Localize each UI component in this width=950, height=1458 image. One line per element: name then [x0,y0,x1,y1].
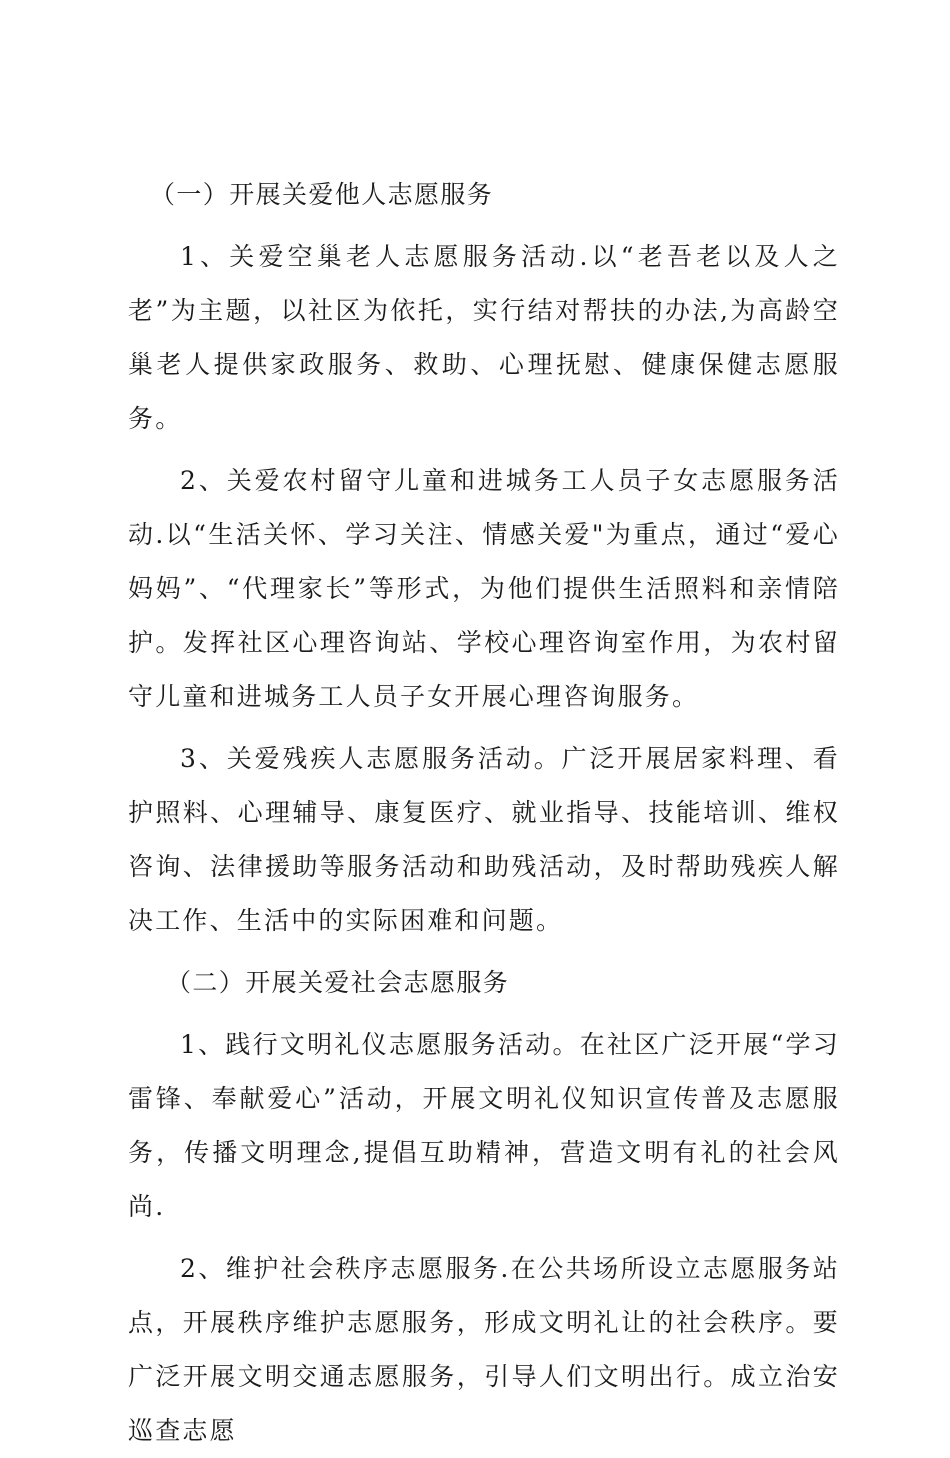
paragraph: 3、关爱残疾人志愿服务活动。广泛开展居家料理、看护照料、心理辅导、康复医疗、就业指导、技能培训、维权咨询、法律援助等服务活动和助残活动，及时帮助残疾人解决工作、生活中的实际困难和问题。 [128,744,840,935]
spacer [128,446,840,454]
paragraph: 1、践行文明礼仪志愿服务活动。在社区广泛开展“学习雷锋、奉献爱心”活动，开展文明礼仪知识宣传普及志愿服务，传播文明理念,提倡互助精神，营造文明有礼的社会风尚. [128,1030,840,1221]
spacer [128,724,840,732]
spacer [128,948,840,956]
section-heading-2: （二）开展关爱社会志愿服务 [166,968,510,997]
document-body [128,168,840,1458]
paragraph: 2、维护社会秩序志愿服务.在公共场所设立志愿服务站点，开展秩序维护志愿服务，形成文明礼让的社会秩序。要广泛开展文明交通志愿服务，引导人们文明出行。成立治安巡查志愿 [128,1254,840,1445]
spacer [128,1234,840,1242]
section-heading-1: （一）开展关爱他人志愿服务 [150,180,494,209]
spacer [128,1010,840,1018]
paragraph: 1、关爱空巢老人志愿服务活动.以“老吾老以及人之老”为主题，以社区为依托，实行结对帮扶的办法,为高龄空巢老人提供家政服务、救助、心理抚慰、健康保健志愿服务。 [128,242,840,433]
paragraph: 2、关爱农村留守儿童和进城务工人员子女志愿服务活动.以“生活关怀、学习关注、情感关爱"为重点，通过“爱心妈妈”、“代理家长”等形式，为他们提供生活照料和亲情陪护。发挥社区心理咨询站、学校心理咨询室作用，为农村留守儿童和进城务工人员子女开展心理咨询服务。 [128,466,840,711]
spacer [128,222,840,230]
